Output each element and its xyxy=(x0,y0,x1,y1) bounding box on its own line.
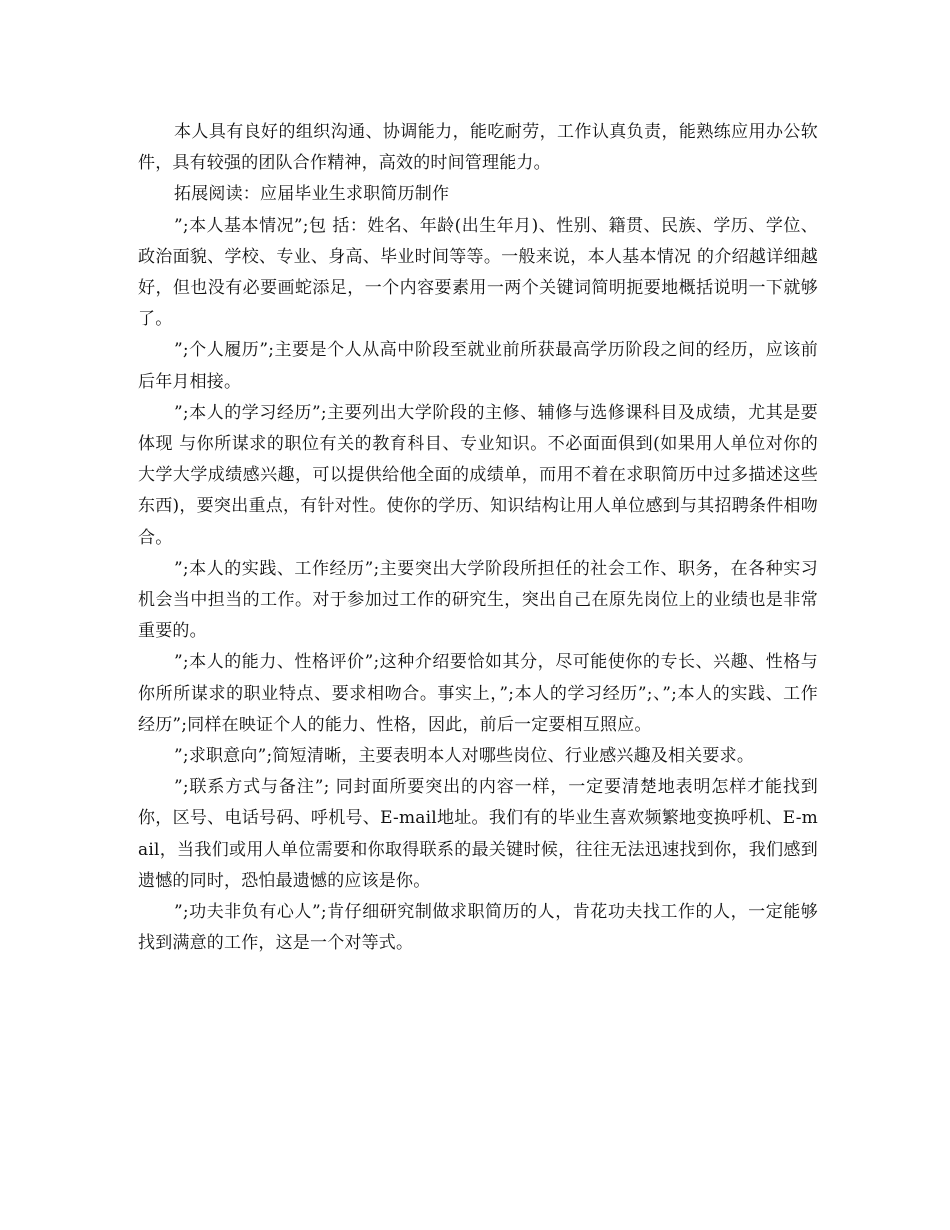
paragraph-study-experience: ”;本人的学习经历”;主要列出大学阶段的主修、辅修与选修课科目及成绩，尤其是要体现 与你所谋求的职位有关的教育科目、专业知识。不必面面俱到(如果用人单位对你的大学大学成绩感兴趣，可以提供给他全面的成绩单，而用不着在求职简历中过多描述这些东西)，要突出重点，有针对性。使你的学历、知识结构让用人单位感到与其招聘条件相吻合。 xyxy=(138,402,818,548)
paragraph-conclusion: ”;功夫非负有心人”;肯仔细研究制做求职简历的人，肯花功夫找工作的人，一定能够找到满意的工作，这是一个对等式。 xyxy=(138,902,818,954)
paragraph-self-evaluation: 本人具有良好的组织沟通、协调能力，能吃耐劳，工作认真负责，能熟练应用办公软件，具有较强的团队合作精神，高效的时间管理能力。 xyxy=(138,122,818,174)
paragraph-work-experience: ”;本人的实践、工作经历”;主要突出大学阶段所担任的社会工作、职务，在各种实习机会当中担当的工作。对于参加过工作的研究生，突出自己在原先岗位上的业绩也是非常重要的。 xyxy=(138,558,818,642)
paragraph-contact-info: ”;联系方式与备注”; 同封面所要突出的内容一样，一定要清楚地表明怎样才能找到你，区号、电话号码、呼机号、E-mail地址。我们有的毕业生喜欢频繁地变换呼机、E-mail，当我们或用人单位需要和你取得联系的最关键时候，往往无法迅速找到你，我们感到遗憾的同时，恐怕最遗憾的应该是你。 xyxy=(138,777,818,891)
paragraph-job-intention: ”;求职意向”;简短清晰，主要表明本人对哪些岗位、行业感兴趣及相关要求。 xyxy=(174,746,755,767)
paragraph-ability-evaluation: ”;本人的能力、性格评价”;这种介绍要恰如其分，尽可能使你的专长、兴趣、性格与你所所谋求的职业特点、要求相吻合。事实上，”;本人的学习经历”;、”;本人的实践、工作经历”;同样在映证个人的能力、性格，因此，前后一定要相互照应。 xyxy=(138,652,818,735)
paragraph-extended-reading-title: 拓展阅读：应届毕业生求职简历制作 xyxy=(174,184,450,205)
paragraph-basic-info: ”;本人基本情况”;包 括：姓名、年龄(出生年月)、性别、籍贯、民族、学历、学位、 政治面貌、学校、专业、身高、毕业时间等等。一般来说，本人基本情况 的介绍越详细越好，但也没有必要画蛇添足，一个内容要素用一两个关键词简明扼要地概括说明一下就够了。 xyxy=(138,215,818,330)
document-body xyxy=(138,117,818,959)
paragraph-personal-history: ”;个人履历”;主要是个人从高中阶段至就业前所获最高学历阶段之间的经历，应该前后年月相接。 xyxy=(138,340,818,392)
